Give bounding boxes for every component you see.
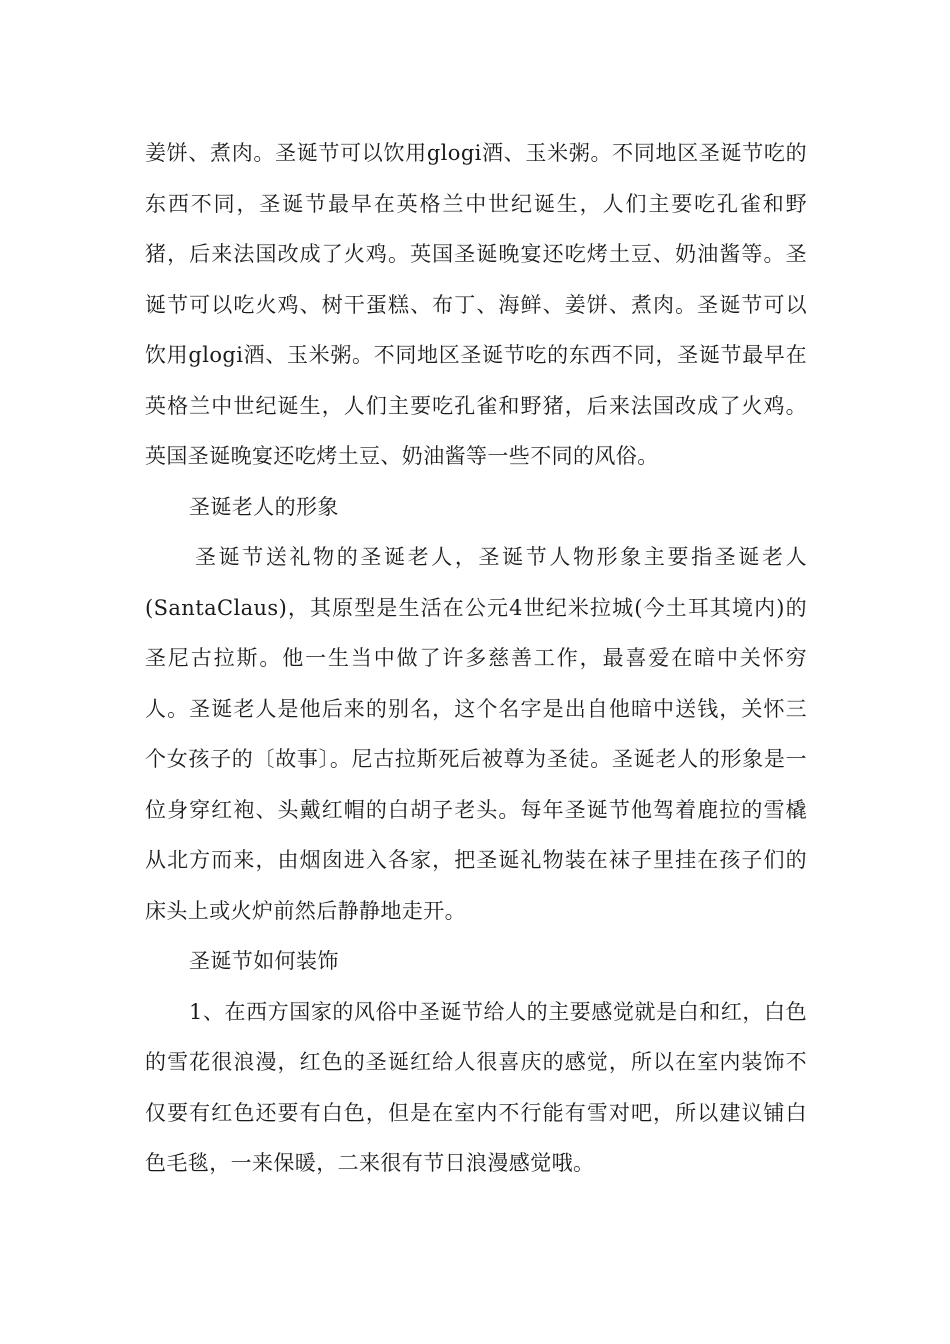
paragraph-santa-claus: 圣诞节送礼物的圣诞老人，圣诞节人物形象主要指圣诞老人(SantaClaus)，其原型是生活在公元4世纪米拉城(今土耳其境内)的圣尼古拉斯。他一生当中做了许多慈善工作，最喜爱在暗中关怀穷人。圣诞老人是他后来的别名，这个名字是出自他暗中送钱，关怀三个女孩子的〔故事〕。尼古拉斯死后被尊为圣徒。圣诞老人的形象是一位身穿红袍、头戴红帽的白胡子老头。每年圣诞节他驾着鹿拉的雪橇从北方而来，由烟囱进入各家，把圣诞礼物装在袜子里挂在孩子们的床头上或火炉前然后静静地走开。 — [145, 545, 807, 923]
section-heading-decoration: 圣诞节如何装饰 — [189, 949, 339, 973]
document-body — [145, 128, 807, 1189]
paragraph-decoration-1: 1、在西方国家的风俗中圣诞节给人的主要感觉就是白和红，白色的雪花很浪漫，红色的圣诞红给人很喜庆的感觉，所以在室内装饰不仅要有红色还要有白色，但是在室内不行能有雪对吧，所以建议铺白色毛毯，一来保暖，二来很有节日浪漫感觉哦。 — [145, 999, 807, 1175]
paragraph-food-continued: 姜饼、煮肉。圣诞节可以饮用glogi酒、玉米粥。不同地区圣诞节吃的东西不同，圣诞节最早在英格兰中世纪诞生，人们主要吃孔雀和野猪，后来法国改成了火鸡。英国圣诞晚宴还吃烤土豆、奶油酱等。圣诞节可以吃火鸡、树干蛋糕、布丁、海鲜、姜饼、煮肉。圣诞节可以饮用glogi酒、玉米粥。不同地区圣诞节吃的东西不同，圣诞节最早在英格兰中世纪诞生，人们主要吃孔雀和野猪，后来法国改成了火鸡。英国圣诞晚宴还吃烤土豆、奶油酱等一些不同的风俗。 — [145, 141, 807, 468]
section-heading-santa-image: 圣诞老人的形象 — [189, 494, 339, 519]
